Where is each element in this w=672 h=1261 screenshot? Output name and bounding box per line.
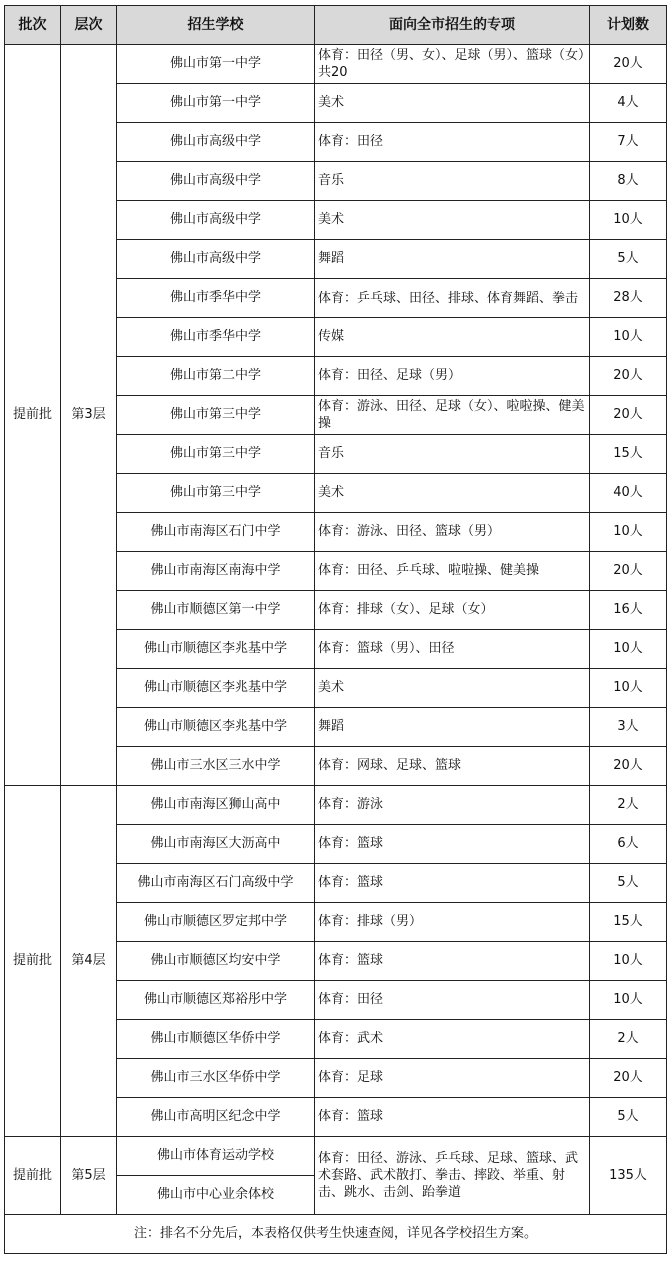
table-row [5, 786, 667, 825]
school-cell: 佛山市第二中学 [117, 357, 315, 396]
school-cell [117, 1137, 315, 1215]
plan-cell: 16人 [590, 591, 667, 630]
batch-cell: 提前批 [5, 1137, 61, 1215]
specialty-cell: 体育：篮球 [315, 825, 590, 864]
plan-cell: 7人 [590, 123, 667, 162]
school-cell: 佛山市南海区南海中学 [117, 552, 315, 591]
header-plan: 计划数 [590, 6, 667, 45]
header-row [5, 6, 667, 45]
school-cell: 佛山市高级中学 [117, 123, 315, 162]
plan-cell: 3人 [590, 708, 667, 747]
plan-cell: 15人 [590, 435, 667, 474]
plan-cell: 2人 [590, 1020, 667, 1059]
specialty-cell: 美术 [315, 84, 590, 123]
plan-cell: 8人 [590, 162, 667, 201]
school-cell: 佛山市第三中学 [117, 435, 315, 474]
school-cell: 佛山市顺德区罗定邦中学 [117, 903, 315, 942]
school-cell: 佛山市高级中学 [117, 162, 315, 201]
school-cell: 佛山市季华中学 [117, 279, 315, 318]
specialty-cell: 舞蹈 [315, 708, 590, 747]
plan-cell: 10人 [590, 981, 667, 1020]
plan-cell: 10人 [590, 318, 667, 357]
plan-cell: 20人 [590, 45, 667, 84]
specialty-cell: 音乐 [315, 162, 590, 201]
school-name: 佛山市体育运动学校 [117, 1137, 314, 1176]
batch-cell: 提前批 [5, 786, 61, 1137]
plan-cell: 15人 [590, 903, 667, 942]
plan-cell: 10人 [590, 669, 667, 708]
school-cell: 佛山市南海区大沥高中 [117, 825, 315, 864]
table-row [5, 1137, 667, 1215]
batch-cell: 提前批 [5, 45, 61, 786]
specialty-cell: 美术 [315, 669, 590, 708]
school-cell: 佛山市南海区狮山高中 [117, 786, 315, 825]
school-cell: 佛山市南海区石门中学 [117, 513, 315, 552]
tier-cell: 第3层 [61, 45, 117, 786]
plan-cell: 20人 [590, 552, 667, 591]
specialty-cell: 传媒 [315, 318, 590, 357]
header-batch: 批次 [5, 6, 61, 45]
specialty-cell: 体育：网球、足球、篮球 [315, 747, 590, 786]
tier-cell: 第4层 [61, 786, 117, 1137]
specialty-cell: 体育：篮球 [315, 864, 590, 903]
plan-cell: 6人 [590, 825, 667, 864]
specialty-cell: 体育：武术 [315, 1020, 590, 1059]
plan-cell: 5人 [590, 864, 667, 903]
note-row [5, 1215, 667, 1254]
specialty-cell: 体育：乒乓球、田径、排球、体育舞蹈、拳击 [315, 279, 590, 318]
plan-cell: 10人 [590, 201, 667, 240]
plan-cell: 4人 [590, 84, 667, 123]
school-cell: 佛山市顺德区李兆基中学 [117, 630, 315, 669]
school-cell: 佛山市季华中学 [117, 318, 315, 357]
specialty-cell: 体育：游泳、田径、足球（女）、啦啦操、健美操 [315, 396, 590, 435]
plan-cell: 5人 [590, 240, 667, 279]
specialty-cell: 体育：田径、乒乓球、啦啦操、健美操 [315, 552, 590, 591]
specialty-cell: 体育：排球（男） [315, 903, 590, 942]
plan-cell: 20人 [590, 396, 667, 435]
specialty-cell: 音乐 [315, 435, 590, 474]
school-cell: 佛山市三水区三水中学 [117, 747, 315, 786]
table-row [5, 45, 667, 84]
plan-cell: 10人 [590, 513, 667, 552]
tier-cell: 第5层 [61, 1137, 117, 1215]
header-school: 招生学校 [117, 6, 315, 45]
school-cell: 佛山市顺德区李兆基中学 [117, 669, 315, 708]
table-note: 注：排名不分先后，本表格仅供考生快速查阅，详见各学校招生方案。 [5, 1215, 667, 1254]
specialty-cell: 舞蹈 [315, 240, 590, 279]
specialty-cell: 体育：游泳、田径、篮球（男） [315, 513, 590, 552]
school-name: 佛山市中心业余体校 [156, 1187, 274, 1202]
specialty-cell: 体育：田径 [315, 981, 590, 1020]
school-cell: 佛山市高级中学 [117, 240, 315, 279]
plan-cell: 10人 [590, 942, 667, 981]
school-cell: 佛山市第一中学 [117, 45, 315, 84]
admissions-table [4, 5, 667, 1254]
header-tier: 层次 [61, 6, 117, 45]
specialty-cell: 体育：足球 [315, 1059, 590, 1098]
specialty-cell: 美术 [315, 474, 590, 513]
school-cell: 佛山市三水区华侨中学 [117, 1059, 315, 1098]
plan-cell: 40人 [590, 474, 667, 513]
plan-cell: 2人 [590, 786, 667, 825]
specialty-cell: 体育：篮球 [315, 1098, 590, 1137]
school-cell: 佛山市高级中学 [117, 201, 315, 240]
specialty-cell: 体育：田径（男、女）、足球（男）、篮球（女）共20 [315, 45, 590, 84]
school-cell: 佛山市高明区纪念中学 [117, 1098, 315, 1137]
specialty-cell: 体育：游泳 [315, 786, 590, 825]
school-cell: 佛山市顺德区李兆基中学 [117, 708, 315, 747]
specialty-cell: 体育：田径、游泳、乒乓球、足球、篮球、武术套路、武术散打、拳击、摔跤、举重、射击、跳水、击剑、跆拳道 [315, 1137, 590, 1215]
school-cell: 佛山市第三中学 [117, 474, 315, 513]
plan-cell: 28人 [590, 279, 667, 318]
specialty-cell: 体育：篮球 [315, 942, 590, 981]
plan-cell: 20人 [590, 1059, 667, 1098]
school-cell: 佛山市顺德区第一中学 [117, 591, 315, 630]
school-cell: 佛山市顺德区均安中学 [117, 942, 315, 981]
plan-cell: 10人 [590, 630, 667, 669]
plan-cell: 5人 [590, 1098, 667, 1137]
specialty-cell: 体育：篮球（男）、田径 [315, 630, 590, 669]
school-cell: 佛山市第三中学 [117, 396, 315, 435]
specialty-cell: 美术 [315, 201, 590, 240]
school-cell: 佛山市第一中学 [117, 84, 315, 123]
specialty-cell: 体育：排球（女）、足球（女） [315, 591, 590, 630]
school-cell: 佛山市顺德区郑裕彤中学 [117, 981, 315, 1020]
plan-cell: 135人 [590, 1137, 667, 1215]
specialty-cell: 体育：田径、足球（男） [315, 357, 590, 396]
header-specialty: 面向全市招生的专项 [315, 6, 590, 45]
plan-cell: 20人 [590, 747, 667, 786]
school-cell: 佛山市南海区石门高级中学 [117, 864, 315, 903]
plan-cell: 20人 [590, 357, 667, 396]
specialty-cell: 体育：田径 [315, 123, 590, 162]
school-cell: 佛山市顺德区华侨中学 [117, 1020, 315, 1059]
